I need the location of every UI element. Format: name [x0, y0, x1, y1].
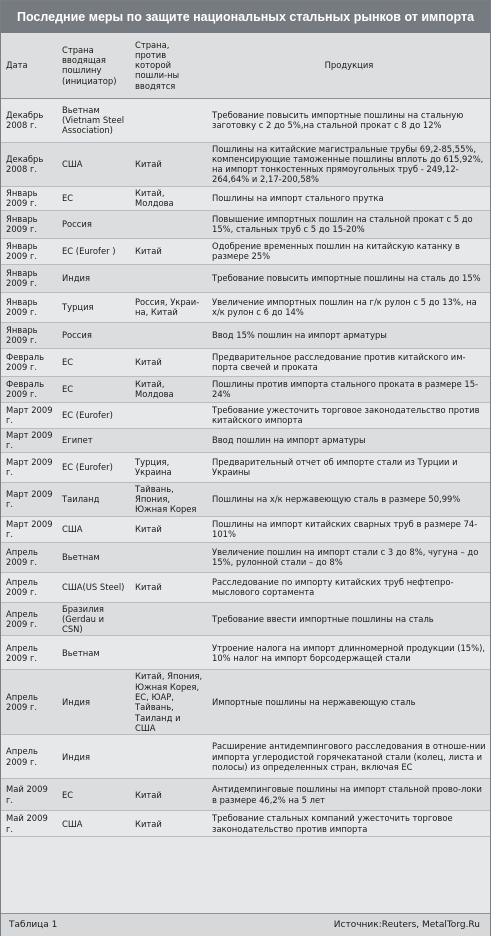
table-row: [1, 572, 490, 602]
table-row: [1, 98, 490, 142]
cell-product: Предварительное расследование против китайского им-порта свечей и проката: [207, 348, 490, 376]
cell-date: Март 2009 г.: [1, 402, 57, 428]
cell-date: Декабрь 2008 г.: [1, 98, 57, 142]
cell-product: Пошлины на импорт стального прутка: [207, 186, 490, 210]
cell-target: [130, 636, 207, 670]
table-row: [1, 602, 490, 636]
cell-target: [130, 264, 207, 292]
cell-date: Январь 2009 г.: [1, 322, 57, 348]
cell-target: Китай: [130, 238, 207, 264]
table-title: Последние меры по защите национальных стальных рынков от импорта: [1, 1, 490, 33]
cell-date: Март 2009 г.: [1, 452, 57, 482]
table-row: [1, 670, 490, 735]
cell-target: Россия, Украи-на, Китай: [130, 292, 207, 322]
cell-target: Китай: [130, 779, 207, 811]
cell-product: Увеличение импортных пошлин на г/к рулон с 5 до 13%, на х/к рулон с 6 до 14%: [207, 292, 490, 322]
cell-product: Антидемпинговые пошлины на импорт стальной прово-локи в размере 46,2% на 5 лет: [207, 779, 490, 811]
cell-initiator: США(US Steel): [57, 572, 130, 602]
cell-target: [130, 210, 207, 238]
cell-target: [130, 428, 207, 452]
header-product: Продукция: [207, 33, 490, 98]
cell-initiator: ЕС: [57, 779, 130, 811]
cell-product: Расследование по импорту китайских труб нефтепро-мыслового сортамента: [207, 572, 490, 602]
table-row: [1, 735, 490, 779]
table-row: [1, 636, 490, 670]
cell-date: Апрель 2009 г.: [1, 572, 57, 602]
cell-date: Февраль 2009 г.: [1, 376, 57, 402]
table-row: [1, 210, 490, 238]
table-row: [1, 264, 490, 292]
cell-initiator: Индия: [57, 264, 130, 292]
cell-initiator: Вьетнам (Vietnam Steel Association): [57, 98, 130, 142]
table-row: [1, 516, 490, 542]
cell-date: Март 2009 г.: [1, 428, 57, 452]
cell-target: [130, 322, 207, 348]
cell-product: Требование повысить импортные пошлины на сталь до 15%: [207, 264, 490, 292]
cell-initiator: ЕС: [57, 348, 130, 376]
cell-target: [130, 602, 207, 636]
cell-target: [130, 735, 207, 779]
cell-target: [130, 542, 207, 572]
cell-product: Пошлины на х/к нержавеющую сталь в размере 50,99%: [207, 482, 490, 516]
cell-initiator: ЕС (Eurofer ): [57, 238, 130, 264]
cell-product: Требование ввести импортные пошлины на сталь: [207, 602, 490, 636]
cell-initiator: ЕС (Eurofer): [57, 452, 130, 482]
cell-target: Китай, Молдова: [130, 376, 207, 402]
cell-initiator: Вьетнам: [57, 542, 130, 572]
table-row: [1, 542, 490, 572]
cell-initiator: Россия: [57, 210, 130, 238]
cell-date: Февраль 2009 г.: [1, 348, 57, 376]
table-row: [1, 142, 490, 186]
cell-initiator: Таиланд: [57, 482, 130, 516]
cell-date: Январь 2009 г.: [1, 292, 57, 322]
cell-target: Китай: [130, 811, 207, 837]
cell-date: Январь 2009 г.: [1, 186, 57, 210]
cell-date: Январь 2009 г.: [1, 264, 57, 292]
cell-product: Ввод 15% пошлин на импорт арматуры: [207, 322, 490, 348]
table-row: [1, 811, 490, 837]
cell-date: Апрель 2009 г.: [1, 602, 57, 636]
table-row: [1, 482, 490, 516]
header-row: [1, 33, 490, 98]
table-row: [1, 186, 490, 210]
source-note: Источник:Reuters, MetalTorg.Ru: [333, 920, 480, 930]
cell-date: Март 2009 г.: [1, 482, 57, 516]
table-body: [1, 98, 490, 837]
cell-initiator: Индия: [57, 735, 130, 779]
cell-product: Повышение импортных пошлин на стальной прокат с 5 до 15%, стальных труб с 5 до 15-20%: [207, 210, 490, 238]
table-row: [1, 452, 490, 482]
table-label: Таблица 1: [9, 920, 58, 930]
cell-initiator: Египет: [57, 428, 130, 452]
cell-initiator: Турция: [57, 292, 130, 322]
cell-product: Импортные пошлины на нержавеющую сталь: [207, 670, 490, 735]
cell-initiator: ЕС: [57, 186, 130, 210]
table-row: [1, 428, 490, 452]
cell-date: Апрель 2009 г.: [1, 542, 57, 572]
header-initiator: Страна вводящая пошлину (инициатор): [57, 33, 130, 98]
cell-initiator: ЕС: [57, 376, 130, 402]
cell-date: Апрель 2009 г.: [1, 670, 57, 735]
measures-table: [1, 33, 490, 837]
cell-date: Апрель 2009 г.: [1, 636, 57, 670]
cell-initiator: Индия: [57, 670, 130, 735]
cell-product: Пошлины на импорт китайских сварных труб в размере 74- 101%: [207, 516, 490, 542]
table-row: [1, 238, 490, 264]
cell-product: Расширение антидемпингового расследования в отноше-нии импорта углеродистой горячекатаной стали (колец, листа и полосы) из определенных стран, включая ЕС: [207, 735, 490, 779]
cell-initiator: ЕС (Eurofer): [57, 402, 130, 428]
cell-target: Китай, Молдова: [130, 186, 207, 210]
cell-initiator: США: [57, 516, 130, 542]
cell-date: Май 2009 г.: [1, 779, 57, 811]
cell-target: Китай, Япония, Южная Корея, ЕС, ЮАР, Тайвань, Таиланд и США: [130, 670, 207, 735]
cell-date: Декабрь 2008 г.: [1, 142, 57, 186]
cell-date: Март 2009 г.: [1, 516, 57, 542]
cell-product: Утроение налога на импорт длинномерной продукции (15%), 10% налог на импорт борсодержащей стали: [207, 636, 490, 670]
cell-product: Одобрение временных пошлин на китайскую катанку в размере 25%: [207, 238, 490, 264]
cell-product: Пошлины на китайские магистральные трубы 69,2-85,55%, компенсирующие таможенные пошлины вплоть до 615,92%, на импорт тонкостенных прямоугольных труб - 249,12-264,64% и 2,17-200,58%: [207, 142, 490, 186]
cell-product: Предварительный отчет об импорте стали из Турции и Украины: [207, 452, 490, 482]
cell-product: Требование ужесточить торговое законодательство против китайского импорта: [207, 402, 490, 428]
cell-target: Китай: [130, 572, 207, 602]
cell-product: Пошлины против импорта стального проката в размере 15-24%: [207, 376, 490, 402]
cell-initiator: Россия: [57, 322, 130, 348]
cell-product: Требование повысить импортные пошлины на стальную заготовку с 2 до 5%,на стальной прокат с 8 до 12%: [207, 98, 490, 142]
cell-product: Ввод пошлин на импорт арматуры: [207, 428, 490, 452]
cell-target: [130, 98, 207, 142]
table-row: [1, 292, 490, 322]
cell-initiator: США: [57, 142, 130, 186]
table-row: [1, 402, 490, 428]
cell-target: Китай: [130, 348, 207, 376]
table-row: [1, 348, 490, 376]
table-header: [1, 33, 490, 98]
table-row: [1, 322, 490, 348]
cell-target: Китай: [130, 142, 207, 186]
cell-target: Турция, Украина: [130, 452, 207, 482]
cell-date: Май 2009 г.: [1, 811, 57, 837]
cell-product: Требование стальных компаний ужесточить торговое законодательство против импорта: [207, 811, 490, 837]
cell-date: Январь 2009 г.: [1, 238, 57, 264]
cell-product: Увеличение пошлин на импорт стали с 3 до 8%, чугуна – до 15%, рулонной стали – до 8%: [207, 542, 490, 572]
cell-initiator: Бразилия (Gerdau и CSN): [57, 602, 130, 636]
cell-date: Январь 2009 г.: [1, 210, 57, 238]
cell-target: Тайвань, Япония, Южная Корея: [130, 482, 207, 516]
cell-target: Китай: [130, 516, 207, 542]
header-target: Страна, против которой пошли-ны вводятся: [130, 33, 207, 98]
table-row: [1, 779, 490, 811]
table-footer: [1, 913, 490, 936]
cell-initiator: Вьетнам: [57, 636, 130, 670]
header-date: Дата: [1, 33, 57, 98]
cell-initiator: США: [57, 811, 130, 837]
cell-date: Апрель 2009 г.: [1, 735, 57, 779]
cell-target: [130, 402, 207, 428]
table-row: [1, 376, 490, 402]
